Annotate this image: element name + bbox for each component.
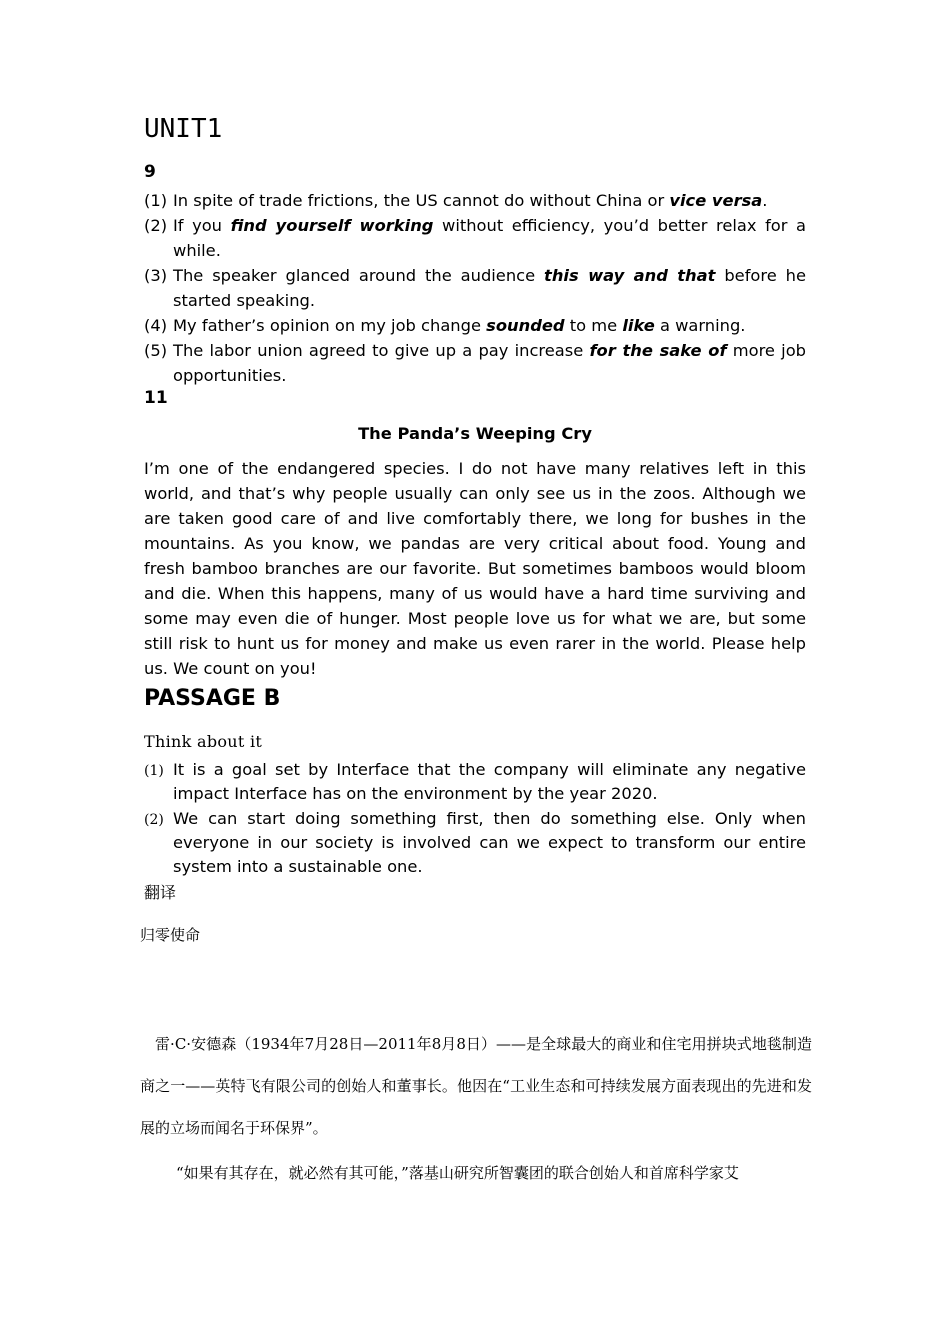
item-text: [144, 313, 806, 338]
emphasized-phrase: like: [622, 316, 655, 335]
think-about-it-label: Think about it: [144, 732, 263, 751]
item-text: [144, 188, 806, 213]
emphasized-phrase: this way and that: [544, 266, 716, 285]
item-label: (2): [144, 216, 168, 235]
text-run: to me: [564, 316, 623, 335]
emphasized-phrase: find yourself working: [230, 216, 434, 235]
item-label: (4): [144, 316, 168, 335]
text-run: more job opportunities.: [173, 341, 806, 385]
question-label: (1): [144, 763, 164, 779]
text-run: If you: [173, 216, 231, 235]
question-label: (2): [144, 812, 164, 828]
exercise-9-item-2: [144, 213, 806, 263]
translation-paragraph-2: “如果有其存在，就必然有其可能，”落基山研究所智囊团的联合创始人和首席科学家艾: [176, 1164, 739, 1182]
text-run: without efficiency, you’d better relax for a while.: [173, 216, 806, 260]
emphasized-phrase: for the sake of: [589, 341, 727, 360]
item-label: (3): [144, 266, 168, 285]
exercise-9-item-4: [144, 313, 806, 338]
text-run: a warning.: [654, 316, 746, 335]
item-text: [144, 263, 806, 313]
exercise-number-11: 11: [144, 388, 168, 408]
question-text: It is a goal set by Interface that the company will eliminate any negative impact Interface has on the environment by the year 2020.: [173, 760, 806, 803]
text-run: .: [762, 191, 768, 210]
item-text: [144, 338, 806, 388]
translation-title: 归零使命: [140, 926, 201, 944]
essay-title: The Panda’s Weeping Cry: [358, 424, 592, 443]
passage-b-heading: PASSAGE B: [144, 686, 281, 711]
item-label: (1): [144, 191, 168, 210]
translation-paragraph-1: 雷·C·安德森（1934年7月28日—2011年8月8日）——是全球最大的商业和住宅用拼块式地毯制造商之一——英特飞有限公司的创始人和董事长。他因在“工业生态和可持续发展方面表现出的先进和发展的立场而闻名于环保界”。: [140, 1035, 812, 1137]
exercise-number-9: 9: [144, 162, 156, 182]
emphasized-phrase: vice versa: [669, 191, 763, 210]
exercise-9-item-3: [144, 263, 806, 313]
item-text: [144, 213, 806, 263]
question-2: [144, 807, 806, 879]
unit-title: UNIT1: [144, 114, 223, 144]
essay-body: I’m one of the endangered species. I do not have many relatives left in this world, and that’s why people usually can only see us in the zoos. Although we are taken good care of and live comfortably there, we long for bushes in the mountains. As you know, we pandas are very critical about food. Young and fresh bamboo branches are our favorite. But sometimes bamboos would bloom and die. When this happens, many of us would have a hard time surviving and some may even die of hunger. Most people love us for what we are, but some still risk to hunt us for money and make us even rarer in the world. Please help us. We count on you!: [144, 459, 806, 678]
question-text: We can start doing something first, then do something else. Only when everyone in our society is involved can we expect to transform our entire system into a sustainable one.: [173, 809, 806, 876]
translation-label: 翻译: [144, 883, 177, 902]
item-label: (5): [144, 341, 168, 360]
text-run: The labor union agreed to give up a pay increase: [173, 341, 590, 360]
question-1: [144, 758, 806, 806]
text-run: The speaker glanced around the audience: [173, 266, 545, 285]
exercise-9-item-1: [144, 188, 806, 213]
exercise-9-item-5: [144, 338, 806, 388]
text-run: In spite of trade frictions, the US cannot do without China or: [173, 191, 670, 210]
text-run: My father’s opinion on my job change: [173, 316, 487, 335]
emphasized-phrase: sounded: [486, 316, 565, 335]
text-run: before he started speaking.: [173, 266, 806, 310]
